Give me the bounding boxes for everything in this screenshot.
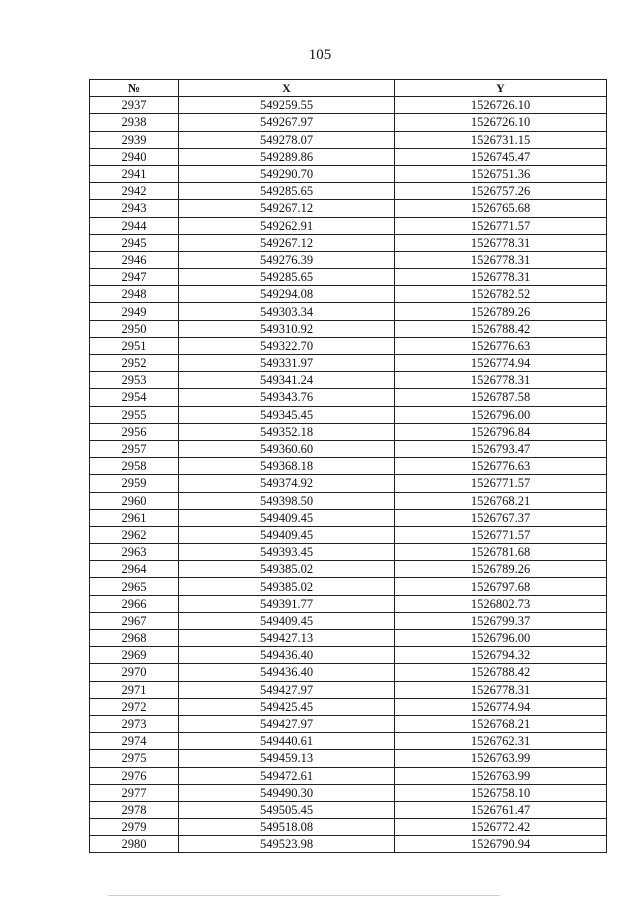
cell-y: 1526763.99 (395, 750, 607, 767)
cell-x: 549267.12 (179, 200, 395, 217)
table-row (90, 355, 607, 372)
cell-number: 2955 (90, 406, 179, 423)
cell-number: 2944 (90, 217, 179, 234)
cell-y: 1526796.00 (395, 406, 607, 423)
cell-x: 549385.02 (179, 578, 395, 595)
cell-number: 2949 (90, 303, 179, 320)
cell-number: 2940 (90, 148, 179, 165)
cell-x: 549278.07 (179, 131, 395, 148)
table-row (90, 303, 607, 320)
cell-y: 1526771.57 (395, 526, 607, 543)
cell-x: 549490.30 (179, 784, 395, 801)
cell-number: 2943 (90, 200, 179, 217)
table-row (90, 286, 607, 303)
cell-y: 1526793.47 (395, 440, 607, 457)
cell-number: 2958 (90, 458, 179, 475)
cell-y: 1526776.63 (395, 458, 607, 475)
table-row (90, 784, 607, 801)
table-row (90, 767, 607, 784)
cell-x: 549374.92 (179, 475, 395, 492)
cell-number: 2979 (90, 819, 179, 836)
cell-x: 549409.45 (179, 526, 395, 543)
table-row (90, 630, 607, 647)
table-row (90, 750, 607, 767)
cell-x: 549391.77 (179, 595, 395, 612)
table-row (90, 200, 607, 217)
table-row (90, 372, 607, 389)
cell-x: 549427.97 (179, 715, 395, 732)
cell-number: 2967 (90, 612, 179, 629)
cell-x: 549472.61 (179, 767, 395, 784)
cell-y: 1526768.21 (395, 492, 607, 509)
cell-x: 549276.39 (179, 251, 395, 268)
cell-x: 549341.24 (179, 372, 395, 389)
cell-x: 549436.40 (179, 664, 395, 681)
cell-number: 2953 (90, 372, 179, 389)
cell-number: 2968 (90, 630, 179, 647)
table-row (90, 836, 607, 853)
cell-y: 1526765.68 (395, 200, 607, 217)
table-row (90, 131, 607, 148)
cell-y: 1526778.31 (395, 372, 607, 389)
table-row (90, 251, 607, 268)
cell-y: 1526726.10 (395, 97, 607, 114)
cell-number: 2956 (90, 423, 179, 440)
table-row (90, 681, 607, 698)
cell-number: 2948 (90, 286, 179, 303)
cell-x: 549459.13 (179, 750, 395, 767)
cell-x: 549427.97 (179, 681, 395, 698)
cell-number: 2951 (90, 337, 179, 354)
cell-x: 549409.45 (179, 509, 395, 526)
table-row (90, 148, 607, 165)
cell-number: 2938 (90, 114, 179, 131)
header-x: X (179, 80, 395, 97)
table-row (90, 183, 607, 200)
cell-number: 2945 (90, 234, 179, 251)
table-body (90, 97, 607, 853)
cell-number: 2954 (90, 389, 179, 406)
cell-x: 549352.18 (179, 423, 395, 440)
cell-number: 2978 (90, 801, 179, 818)
cell-x: 549385.02 (179, 561, 395, 578)
cell-x: 549267.12 (179, 234, 395, 251)
cell-y: 1526731.15 (395, 131, 607, 148)
header-number: № (90, 80, 179, 97)
cell-y: 1526774.94 (395, 355, 607, 372)
cell-y: 1526778.31 (395, 251, 607, 268)
table-row (90, 544, 607, 561)
cell-number: 2973 (90, 715, 179, 732)
cell-number: 2961 (90, 509, 179, 526)
cell-y: 1526726.10 (395, 114, 607, 131)
cell-number: 2970 (90, 664, 179, 681)
cell-y: 1526768.21 (395, 715, 607, 732)
cell-x: 549262.91 (179, 217, 395, 234)
cell-y: 1526794.32 (395, 647, 607, 664)
page-number: 105 (308, 47, 332, 63)
table-row (90, 423, 607, 440)
cell-number: 2963 (90, 544, 179, 561)
table-row (90, 561, 607, 578)
cell-y: 1526772.42 (395, 819, 607, 836)
cell-number: 2937 (90, 97, 179, 114)
cell-y: 1526771.57 (395, 475, 607, 492)
cell-x: 549343.76 (179, 389, 395, 406)
cell-y: 1526778.31 (395, 234, 607, 251)
cell-number: 2966 (90, 595, 179, 612)
cell-x: 549436.40 (179, 647, 395, 664)
cell-number: 2969 (90, 647, 179, 664)
table-row (90, 733, 607, 750)
table-row (90, 698, 607, 715)
cell-x: 549409.45 (179, 612, 395, 629)
table-row (90, 165, 607, 182)
table-row (90, 509, 607, 526)
cell-y: 1526782.52 (395, 286, 607, 303)
table-row (90, 595, 607, 612)
cell-x: 549285.65 (179, 183, 395, 200)
table-row (90, 801, 607, 818)
cell-number: 2946 (90, 251, 179, 268)
cell-y: 1526787.58 (395, 389, 607, 406)
cell-y: 1526799.37 (395, 612, 607, 629)
table-row (90, 337, 607, 354)
cell-x: 549331.97 (179, 355, 395, 372)
table-row (90, 389, 607, 406)
cell-number: 2975 (90, 750, 179, 767)
cell-y: 1526797.68 (395, 578, 607, 595)
cell-number: 2962 (90, 526, 179, 543)
table-row (90, 664, 607, 681)
cell-x: 549285.65 (179, 269, 395, 286)
cell-y: 1526789.26 (395, 561, 607, 578)
header-y: Y (395, 80, 607, 97)
cell-x: 549294.08 (179, 286, 395, 303)
table-row (90, 612, 607, 629)
cell-number: 2957 (90, 440, 179, 457)
cell-number: 2965 (90, 578, 179, 595)
cell-number: 2941 (90, 165, 179, 182)
cell-x: 549310.92 (179, 320, 395, 337)
coordinates-table (89, 79, 607, 853)
cell-x: 549398.50 (179, 492, 395, 509)
cell-x: 549303.34 (179, 303, 395, 320)
footer-rule (108, 895, 500, 896)
table-row (90, 406, 607, 423)
cell-y: 1526790.94 (395, 836, 607, 853)
cell-x: 549259.55 (179, 97, 395, 114)
cell-y: 1526751.36 (395, 165, 607, 182)
cell-number: 2959 (90, 475, 179, 492)
cell-y: 1526778.31 (395, 269, 607, 286)
cell-x: 549505.45 (179, 801, 395, 818)
cell-number: 2939 (90, 131, 179, 148)
cell-number: 2976 (90, 767, 179, 784)
table-row (90, 492, 607, 509)
cell-x: 549360.60 (179, 440, 395, 457)
cell-y: 1526781.68 (395, 544, 607, 561)
cell-y: 1526757.26 (395, 183, 607, 200)
cell-x: 549267.97 (179, 114, 395, 131)
cell-y: 1526802.73 (395, 595, 607, 612)
cell-number: 2980 (90, 836, 179, 853)
cell-y: 1526758.10 (395, 784, 607, 801)
cell-y: 1526778.31 (395, 681, 607, 698)
cell-number: 2977 (90, 784, 179, 801)
cell-y: 1526761.47 (395, 801, 607, 818)
table-row (90, 475, 607, 492)
cell-y: 1526788.42 (395, 664, 607, 681)
table-row (90, 269, 607, 286)
table-row (90, 647, 607, 664)
cell-y: 1526796.84 (395, 423, 607, 440)
table-row (90, 526, 607, 543)
table-row (90, 217, 607, 234)
cell-y: 1526788.42 (395, 320, 607, 337)
cell-number: 2971 (90, 681, 179, 698)
table-row (90, 234, 607, 251)
cell-y: 1526776.63 (395, 337, 607, 354)
cell-y: 1526789.26 (395, 303, 607, 320)
table-row (90, 715, 607, 732)
cell-y: 1526745.47 (395, 148, 607, 165)
cell-number: 2972 (90, 698, 179, 715)
cell-number: 2947 (90, 269, 179, 286)
cell-x: 549290.70 (179, 165, 395, 182)
cell-number: 2964 (90, 561, 179, 578)
cell-y: 1526763.99 (395, 767, 607, 784)
cell-x: 549523.98 (179, 836, 395, 853)
cell-number: 2974 (90, 733, 179, 750)
table-row (90, 819, 607, 836)
table-header-row (90, 80, 607, 97)
cell-x: 549345.45 (179, 406, 395, 423)
cell-x: 549427.13 (179, 630, 395, 647)
cell-y: 1526762.31 (395, 733, 607, 750)
cell-x: 549440.61 (179, 733, 395, 750)
table-row (90, 458, 607, 475)
cell-x: 549518.08 (179, 819, 395, 836)
cell-y: 1526771.57 (395, 217, 607, 234)
cell-x: 549322.70 (179, 337, 395, 354)
cell-x: 549289.86 (179, 148, 395, 165)
cell-number: 2952 (90, 355, 179, 372)
cell-y: 1526796.00 (395, 630, 607, 647)
cell-x: 549368.18 (179, 458, 395, 475)
table-row (90, 578, 607, 595)
table-row (90, 114, 607, 131)
cell-y: 1526774.94 (395, 698, 607, 715)
cell-number: 2960 (90, 492, 179, 509)
cell-y: 1526767.37 (395, 509, 607, 526)
table-row (90, 440, 607, 457)
cell-number: 2950 (90, 320, 179, 337)
cell-x: 549425.45 (179, 698, 395, 715)
table-row (90, 320, 607, 337)
cell-number: 2942 (90, 183, 179, 200)
cell-x: 549393.45 (179, 544, 395, 561)
table-row (90, 97, 607, 114)
